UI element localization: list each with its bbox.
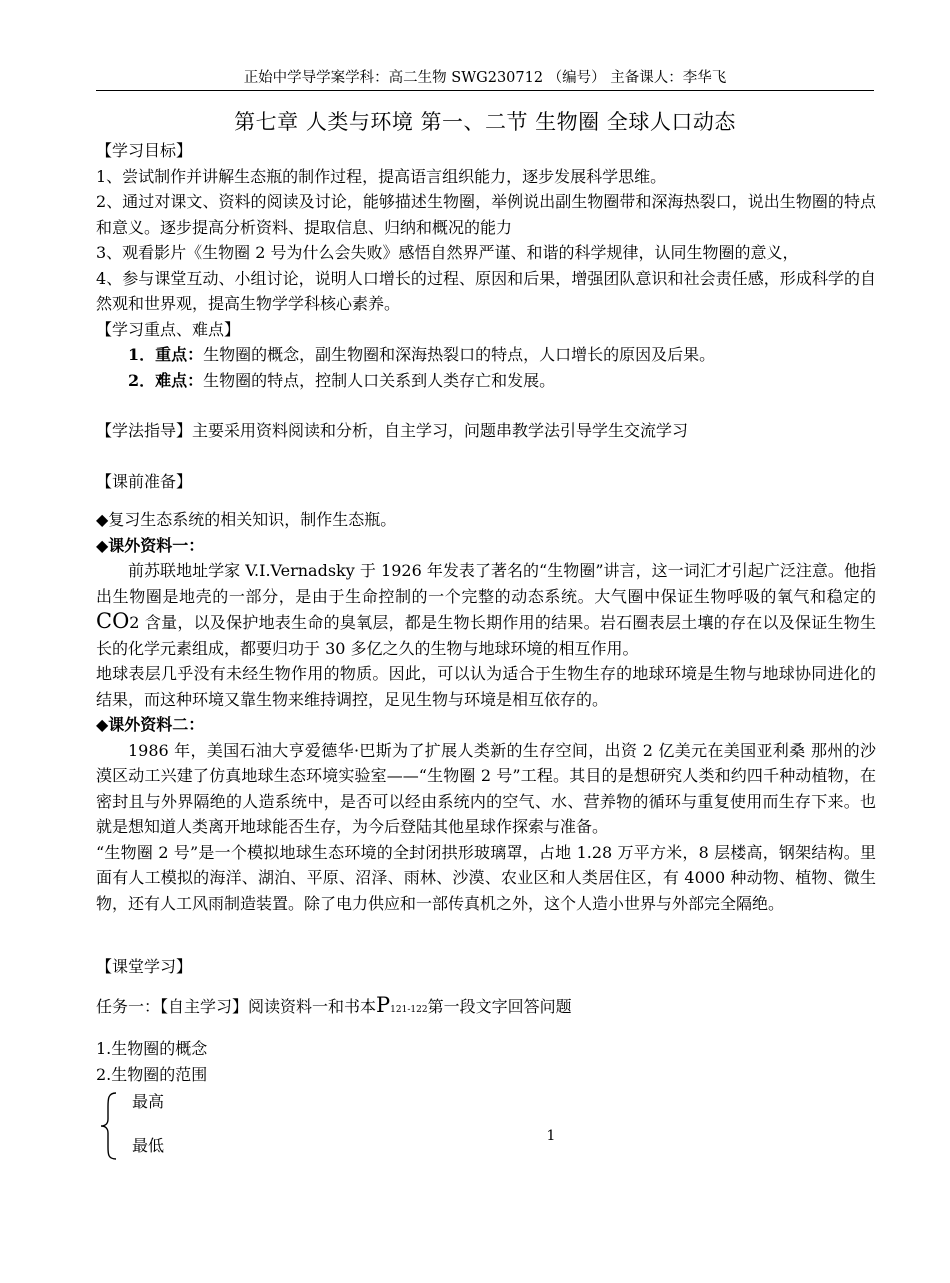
key-text: 生物圈的概念，副生物圈和深海热裂口的特点，人口增长的原因及后果。 (203, 345, 716, 364)
biosphere-range-brace-group (96, 1091, 876, 1161)
difficulty-text: 生物圈的特点，控制人口关系到人类存亡和发展。 (203, 370, 556, 390)
prep-review: ◆复习生态系统的相关知识，制作生态瓶。 (96, 510, 397, 529)
keypoint-key (96, 342, 876, 368)
objective-item-2: 2、通过对课文、资料的阅读及讨论，能够描述生物圈，举例说出副生物圈带和深海热裂口，说出生物圈的特点和意义。逐步提高分析资料、提取信息、归纳和概况的能力 (96, 192, 876, 237)
range-lowest-label: 最低 (132, 1136, 165, 1155)
question-1: 1.生物圈的概念 (96, 1039, 208, 1058)
document-body (96, 138, 876, 1161)
left-brace-icon (96, 1091, 126, 1161)
objective-item-4: 4、参与课堂互动、小组讨论，说明人口增长的过程、原因和后果，增强团队意识和社会责任感，形成科学的自然观和世界观，提高生物学学科核心素养。 (96, 268, 876, 313)
page-header: 正始中学导学案学科：高二生物 SWG230712 （编号） 主备课人：李华飞 (243, 70, 727, 86)
difficulty-label: 2．难点： (128, 370, 204, 390)
method-guidance: 【学法指导】主要采用资料阅读和分析，自主学习，问题串教学法引导学生交流学习 (96, 421, 689, 440)
page-title: 第七章 人类与环境 第一、二节 生物圈 全球人口动态 (234, 110, 736, 134)
book-page-range: 121-122 (390, 1004, 428, 1015)
material1-paragraph-2: 地球表层几乎没有未经生物作用的物质。因此，可以认为适合于生物生存的地球环境是生物与地球协同进化的结果，而这种环境又靠生物来维持调控，足见生物与环境是相互依存的。 (96, 664, 876, 709)
range-highest-label: 最高 (132, 1092, 165, 1111)
keypoints-heading: 【学习重点、难点】 (96, 319, 241, 339)
material1-heading: ◆课外资料一： (96, 535, 205, 555)
question-2: 2.生物圈的范围 (96, 1064, 208, 1084)
material2-paragraph-1: 1986 年，美国石油大亨爱德华·巴斯为了扩展人类新的生存空间，出资 2 亿美元在美国亚利桑 那州的沙漠区动工兴建了仿真地球生态环境实验室——“生物圈 2 号”工程。其目的是想研究人类和约四千种动植物，在密封且与外界隔绝的人造系统中，是否可以经由系统内的空气、水、营养物的循环与重复使用而生存下来。也就是想知道人类离开地球能否生存，为今后登陆其他星球作探索与准备。 (96, 740, 876, 836)
objective-item-1: 1、尝试制作并讲解生态瓶的制作过程，提高语言组织能力，逐步发展科学思维。 (96, 166, 667, 186)
key-label: 1．重点： (128, 345, 204, 364)
material2-paragraph-2: “生物圈 2 号”是一个模拟地球生态环境的全封闭拱形玻璃罩，占地 1.28 万平方米，8 层楼高，钢架结构。里面有人工模拟的海洋、湖泊、平原、沼泽、雨林、沙漠、农业区和人类居住区，有 4000 种动物、植物、微生物，还有人工风雨制造装置。除了电力供应和一部传真机之外，这个人造小世界与外部完全隔绝。 (96, 842, 876, 913)
material2-heading: ◆课外资料二： (96, 715, 205, 734)
prep-heading: 【课前准备】 (96, 471, 193, 491)
objective-item-3: 3、观看影片《生物圈 2 号为什么会失败》感悟自然界严谨、和谐的科学规律，认同生物圈的意义， (96, 243, 799, 262)
book-page-prefix: P (376, 992, 391, 1017)
keypoint-difficulty (96, 368, 876, 394)
header-rule (96, 90, 874, 91)
classroom-heading: 【课堂学习】 (96, 957, 193, 976)
co2-text: CO (96, 609, 130, 633)
objectives-heading: 【学习目标】 (96, 141, 193, 160)
material1-paragraph-1: 前苏联地址学家 V.I.Vernadsky 于 1926 年发表了著名的“生物圈”讲言，这一词汇才引起广泛注意。他指出生物圈是地壳的一部分，是由于生命控制的一个完整的动态系统。大气圈中保证生物呼吸的氧气和稳定的CO2 含量，以及保护地表生命的臭氧层，都是生物长期作用的结果。岩石圈表层土壤的存在以及保证生物生长的化学元素组成，都要归功于 30 多亿之久的生物与地球环境的相互作用。 (96, 561, 876, 658)
task1-instruction: 任务一：【自主学习】阅读资料一和书本P121-122第一段文字回答问题 (96, 992, 572, 1017)
page-number: 1 (546, 1128, 556, 1144)
